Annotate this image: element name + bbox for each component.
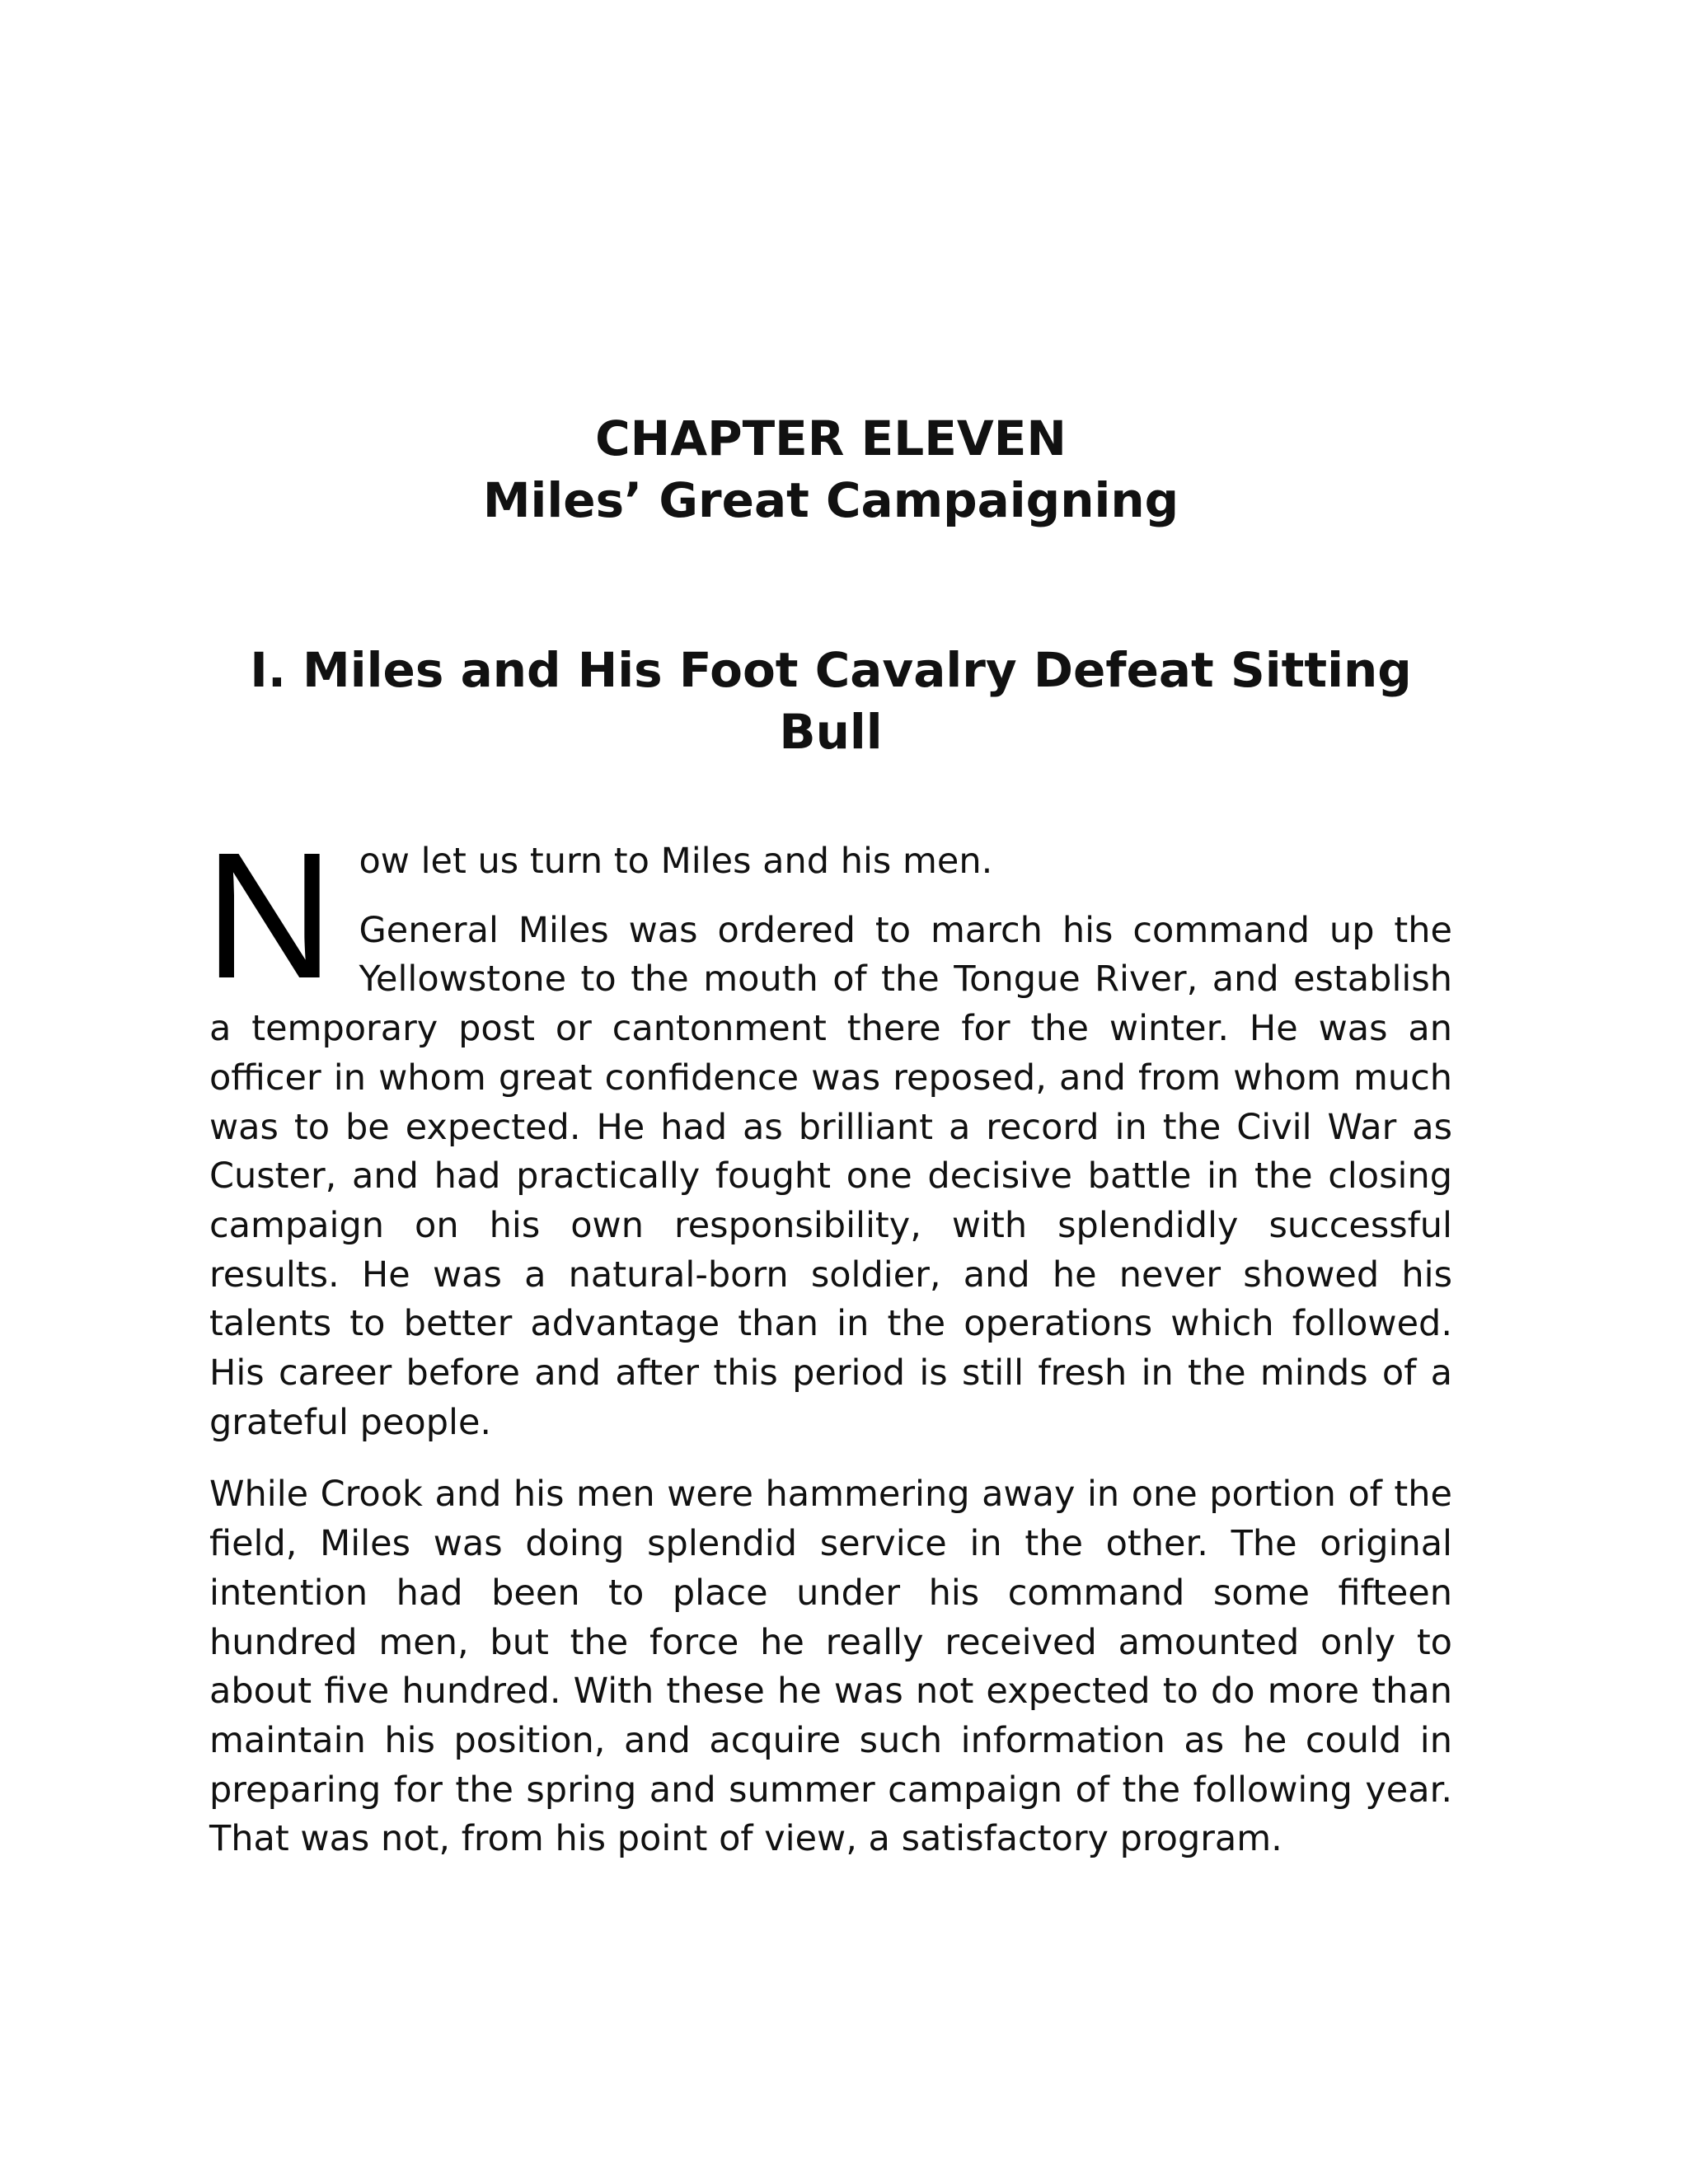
paragraph: While Crook and his men were hammering away in one portion of the field, Miles was doing splendid service in the other. The original intention had been to place under his command some fifteen hundred men, but the force he really received amounted only to about five hundred. With these he was not expected to do more than maintain his position, and acquire such information as he could in preparing for the spring and summer campaign of the following year. That was not, from his point of view, a satisfactory program. [209,1474,1452,1860]
drop-cap: N [204,816,335,1016]
chapter-number: CHAPTER ELEVEN [595,410,1067,466]
book-page [204,0,1452,2184]
body-text [204,816,1452,1887]
chapter-heading [209,408,1452,532]
section-heading: I. Miles and His Foot Cavalry Defeat Sitting Bull [250,642,1412,760]
opening-line: ow let us turn to Miles and his men. [359,841,993,882]
paragraph: General Miles was ordered to march his command up the Yellowstone to the mouth of the Tongue River, and establish a temporary post or cantonment there for the winter. He was an officer in whom great confidence was reposed, and from whom much was to be expected. He had as brilliant a record in the Civil War as Custer, and had practically fought one decisive battle in the closing campaign on his own responsibility, with splendidly successful results. He was a natural-born soldier, and he never showed his talents to better advantage than in the operations which followed. His career before and after this period is still fresh in the minds of a grateful people. [209,909,1452,1443]
chapter-title: Miles’ Great Campaigning [482,472,1179,528]
